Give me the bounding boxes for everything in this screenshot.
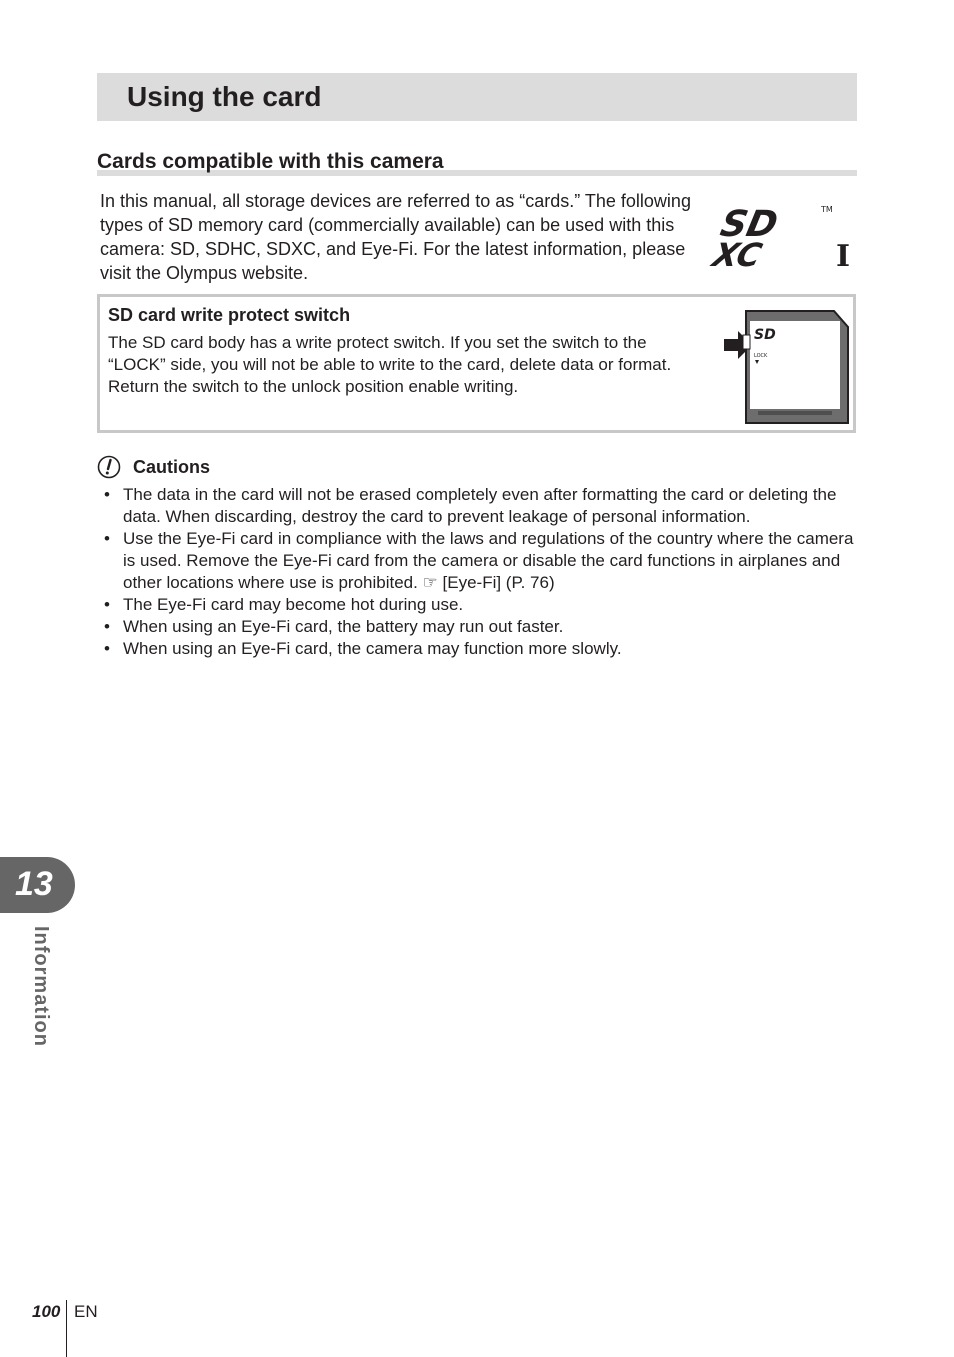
sd-card-illustration-icon bbox=[720, 307, 850, 425]
sdxc-logo-icon bbox=[708, 202, 858, 274]
card-lock-label: LOCK bbox=[754, 353, 768, 359]
uhs-class-mark: I bbox=[836, 239, 851, 274]
title-bar bbox=[97, 73, 857, 121]
chapter-tab bbox=[0, 857, 75, 913]
footer-separator bbox=[66, 1300, 67, 1357]
cautions-list bbox=[100, 484, 860, 660]
caution-item: • When using an Eye-Fi card, the battery may run out faster. bbox=[100, 616, 860, 638]
card-bottom-stripe bbox=[758, 411, 832, 415]
chapter-side-label bbox=[30, 926, 60, 1047]
page-number: 100 bbox=[32, 1302, 61, 1321]
write-protect-box bbox=[97, 294, 856, 433]
tm-mark: TM bbox=[821, 205, 833, 214]
caution-icon bbox=[97, 455, 121, 479]
caution-item: • The Eye-Fi card may become hot during use. bbox=[100, 594, 860, 616]
card-sd-logo: SD bbox=[754, 327, 776, 343]
caution-item: • The data in the card will not be erased completely even after formatting the card or deleting the data. When discarding, destroy the card to prevent leakage of personal information. bbox=[100, 484, 860, 528]
write-protect-text: The SD card body has a write protect switch. If you set the switch to the “LOCK” side, you will not be able to write to the card, delete data or format. Return the switch to the unlock position enable writing. bbox=[108, 333, 672, 396]
lock-switch bbox=[743, 335, 750, 349]
chapter-number: 13 bbox=[15, 865, 53, 903]
xc-logo-text: XC bbox=[708, 236, 766, 274]
section-heading: Cards compatible with this camera bbox=[97, 150, 444, 173]
chapter-label: Information bbox=[30, 926, 52, 1047]
write-protect-heading: SD card write protect switch bbox=[108, 305, 351, 325]
page-title: Using the card bbox=[127, 81, 322, 112]
caution-item: • Use the Eye-Fi card in compliance with the laws and regulations of the country where the camera is used. Remove the Eye-Fi card from the camera or disable the card functions in airplanes and other locations where use is prohibited. ☞ [Eye-Fi] (P. 76) bbox=[100, 528, 860, 594]
cautions-heading: Cautions bbox=[133, 457, 211, 477]
caution-item: • When using an Eye-Fi card, the camera may function more slowly. bbox=[100, 638, 860, 660]
intro-paragraph: In this manual, all storage devices are referred to as “cards.” The following types of SD memory card (commercially available) can be used with this camera: SD, SDHC, SDXC, and Eye-Fi. For the latest information, please visit the Olympus website. bbox=[100, 191, 691, 283]
sd-logo-text: SD bbox=[716, 202, 782, 245]
section-heading-row bbox=[97, 150, 857, 178]
language-code: EN bbox=[74, 1302, 98, 1321]
